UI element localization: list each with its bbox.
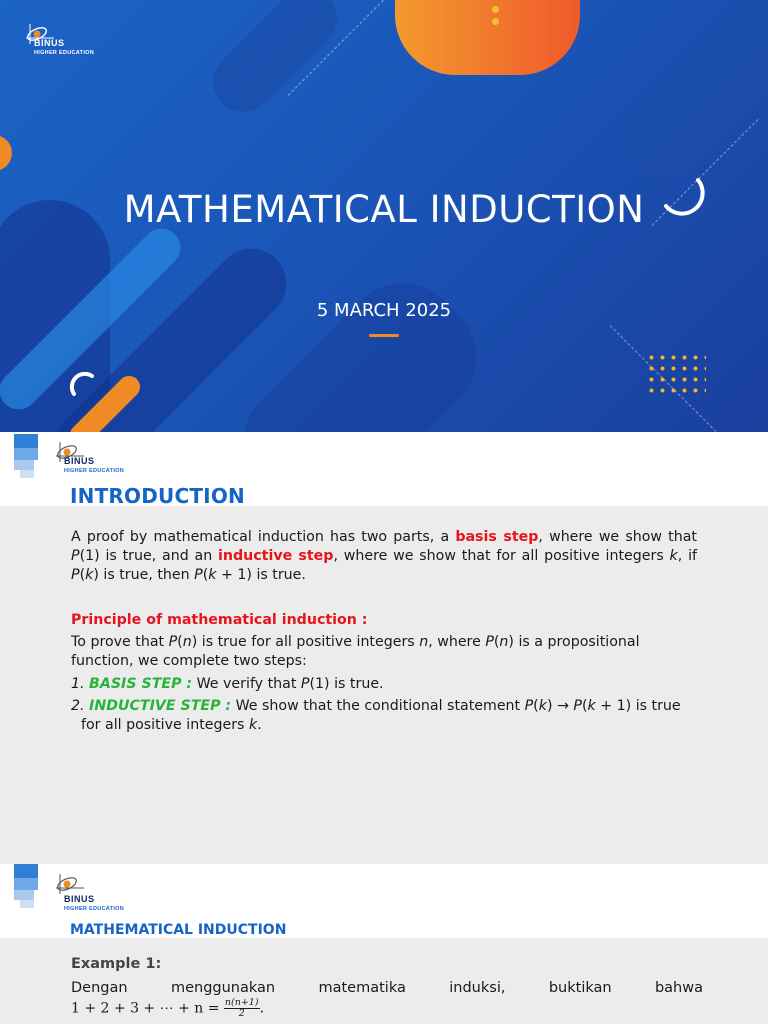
statement-word: Dengan: [71, 980, 128, 996]
inductive-step-label: INDUCTIVE STEP :: [89, 698, 232, 714]
example-formula: 1 + 2 + 3 + ⋯ + n = $\frac{n(n+1)}{2}$ .: [71, 997, 265, 1019]
statement-word: menggunakan: [170, 980, 276, 996]
logo-subtitle: HIGHER EDUCATION: [34, 50, 95, 56]
logo-brand: BINUS: [64, 456, 95, 466]
date-underline: [369, 334, 399, 337]
decor-pill: [201, 0, 349, 124]
title-slide: [0, 0, 768, 432]
example-slide: [0, 864, 768, 1024]
logo-subtitle: HIGHER EDUCATION: [64, 906, 125, 912]
slide-title: INTRODUCTION: [70, 484, 245, 508]
introduction-slide: [0, 432, 768, 864]
basis-step-item: 1. BASIS STEP : We verify that P(1) is true.: [71, 676, 384, 692]
binus-logo: [54, 872, 154, 912]
slide-title: MATHEMATICAL INDUCTION: [70, 922, 287, 938]
dot-grid-decor: [646, 352, 706, 397]
statement-word: bahwa: [654, 980, 703, 996]
inductive-step-item: 2. INDUCTIVE STEP : We show that the conditional statement P(k) → P(k + 1) is true for all positive integers k.: [71, 698, 681, 733]
logo-brand: BINUS: [34, 38, 65, 48]
logo-subtitle: HIGHER EDUCATION: [64, 468, 125, 474]
statement-word: matematika: [318, 980, 406, 996]
inductive-step-term: inductive step: [218, 548, 334, 564]
decor-pill: [602, 0, 768, 198]
slide-date: 5 MARCH 2025: [316, 300, 452, 321]
orange-decor: [0, 135, 12, 171]
example-label: Example 1:: [71, 956, 162, 972]
basis-step-label: BASIS STEP :: [89, 676, 193, 692]
orange-decor: [395, 0, 580, 75]
formula-lhs: 1 + 2 + 3 + ⋯ + n =: [71, 1000, 224, 1017]
binus-logo: [24, 22, 124, 62]
logo-brand: BINUS: [64, 894, 95, 904]
statement-word: induksi,: [449, 980, 506, 996]
basis-step-term: basis step: [455, 529, 539, 545]
binus-logo: [54, 440, 154, 480]
principle-paragraph: To prove that P(n) is true for all positive integers n, where P(n) is a propositional function, we complete two steps:: [71, 634, 640, 669]
ring-decor: [68, 372, 102, 406]
intro-paragraph: A proof by mathematical induction has two parts, a basis step, where we show that P(1) is true, and an inductive step, where we show that for all positive integers k, if P(k) is true, then P(k + 1) is true.: [71, 529, 698, 583]
statement-word: buktikan: [548, 980, 612, 996]
slide-title: MATHEMATICAL INDUCTION: [123, 188, 645, 231]
principle-heading: Principle of mathematical induction :: [71, 612, 368, 628]
example-statement: [71, 980, 703, 996]
formula-fraction: $\frac{n(n+1)}{2}$: [224, 997, 259, 1019]
